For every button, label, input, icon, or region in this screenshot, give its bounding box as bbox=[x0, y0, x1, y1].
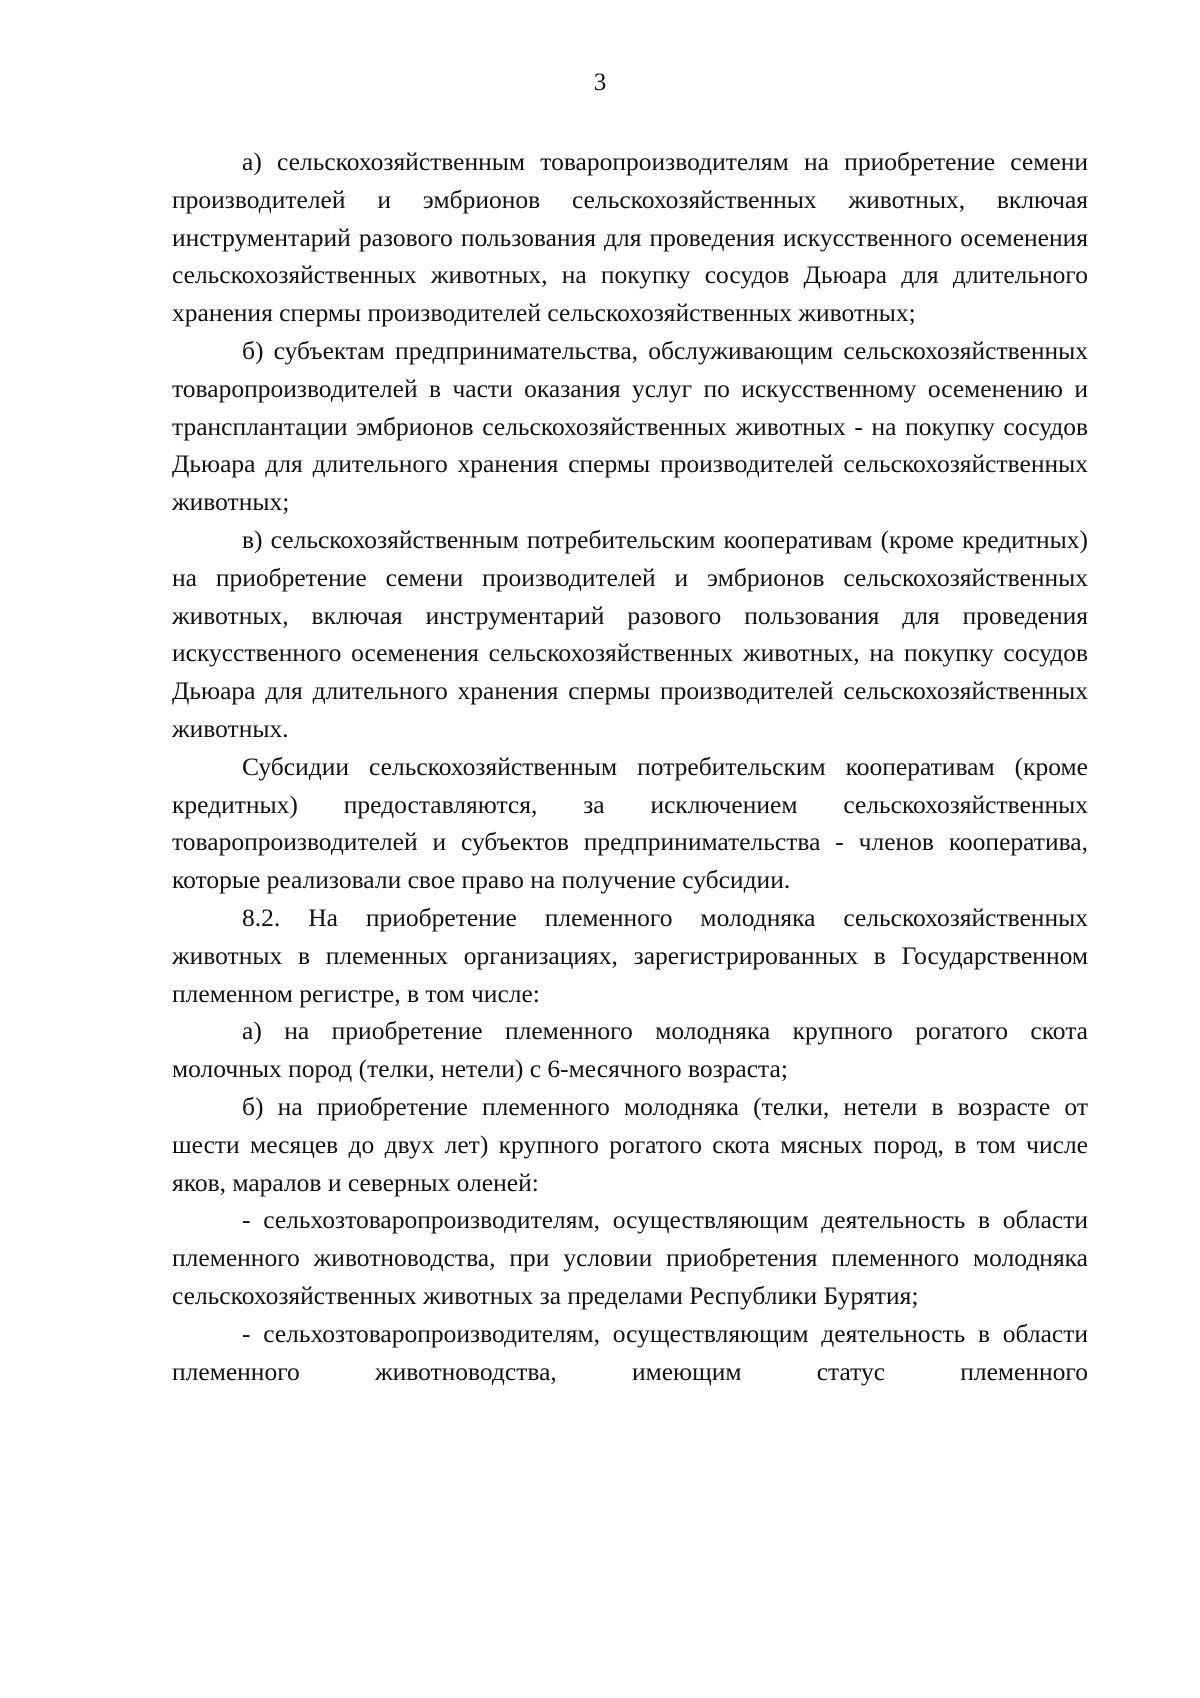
paragraph-8-2-item-b: б) на приобретение племенного молодняка (телки, нетели в возрасте от шести месяцев до двух лет) крупного рогатого скота мясных пород, в том числе яков, маралов и северных оленей: bbox=[172, 1091, 1088, 1197]
paragraph-bullet-outside-republic: - сельхозтоваропроизводителям, осуществляющим деятельность в области племенного животноводства, при условии приобретения племенного молодняка сельскохозяйственных животных за пределами Республики Бурятия; bbox=[172, 1205, 1088, 1310]
paragraph-cooperative-subsidies: Субсидии сельскохозяйственным потребительским кооперативам (кроме кредитных) предоставляются, за исключением сельскохозяйственных товаропроизводителей и субъектов предпринимательства - членов кооператива, которые реализовали свое право на получение субсидии. bbox=[172, 751, 1088, 895]
paragraph-section-8-2: 8.2. На приобретение племенного молодняка сельскохозяйственных животных в племенных организациях, зарегистрированных в Государственном племенном регистре, в том числе: bbox=[172, 902, 1088, 1008]
page-number: 3 bbox=[593, 69, 607, 96]
paragraph-item-a-producers: а) сельскохозяйственным товаропроизводителям на приобретение семени производителей и эмбрионов сельскохозяйственных животных, включая инструментарий разового пользования для проведения искусственного осеменения сельскохозяйственных животных, на покупку сосудов Дьюара для длительного хранения спермы производителей сельскохозяйственных животных; bbox=[172, 147, 1088, 328]
paragraph-item-b-entrepreneurs: б) субъектам предпринимательства, обслуживающим сельскохозяйственных товаропроизводителей в части оказания услуг по искусственному осеменению и трансплантации эмбрионов сельскохозяйственных животных - на покупку сосудов Дьюара для длительного хранения спермы производителей сельскохозяйственных животных; bbox=[172, 335, 1088, 517]
paragraph-8-2-item-a: а) на приобретение племенного молодняка крупного рогатого скота молочных пород (телки, нетели) с 6-месячного возраста; bbox=[172, 1016, 1088, 1084]
paragraph-item-v-cooperatives: в) сельскохозяйственным потребительским кооперативам (кроме кредитных) на приобретение семени производителей и эмбрионов сельскохозяйственных животных, включая инструментарий разового пользования для проведения искусственного осеменения сельскохозяйственных животных, на покупку сосудов Дьюара для длительного хранения спермы производителей сельскохозяйственных животных. bbox=[172, 524, 1088, 743]
paragraph-bullet-breeding-status: - сельхозтоваропроизводителям, осуществляющим деятельность в области племенного животноводства, имеющим статус племенного bbox=[172, 1318, 1088, 1386]
document-body bbox=[172, 143, 1088, 1390]
